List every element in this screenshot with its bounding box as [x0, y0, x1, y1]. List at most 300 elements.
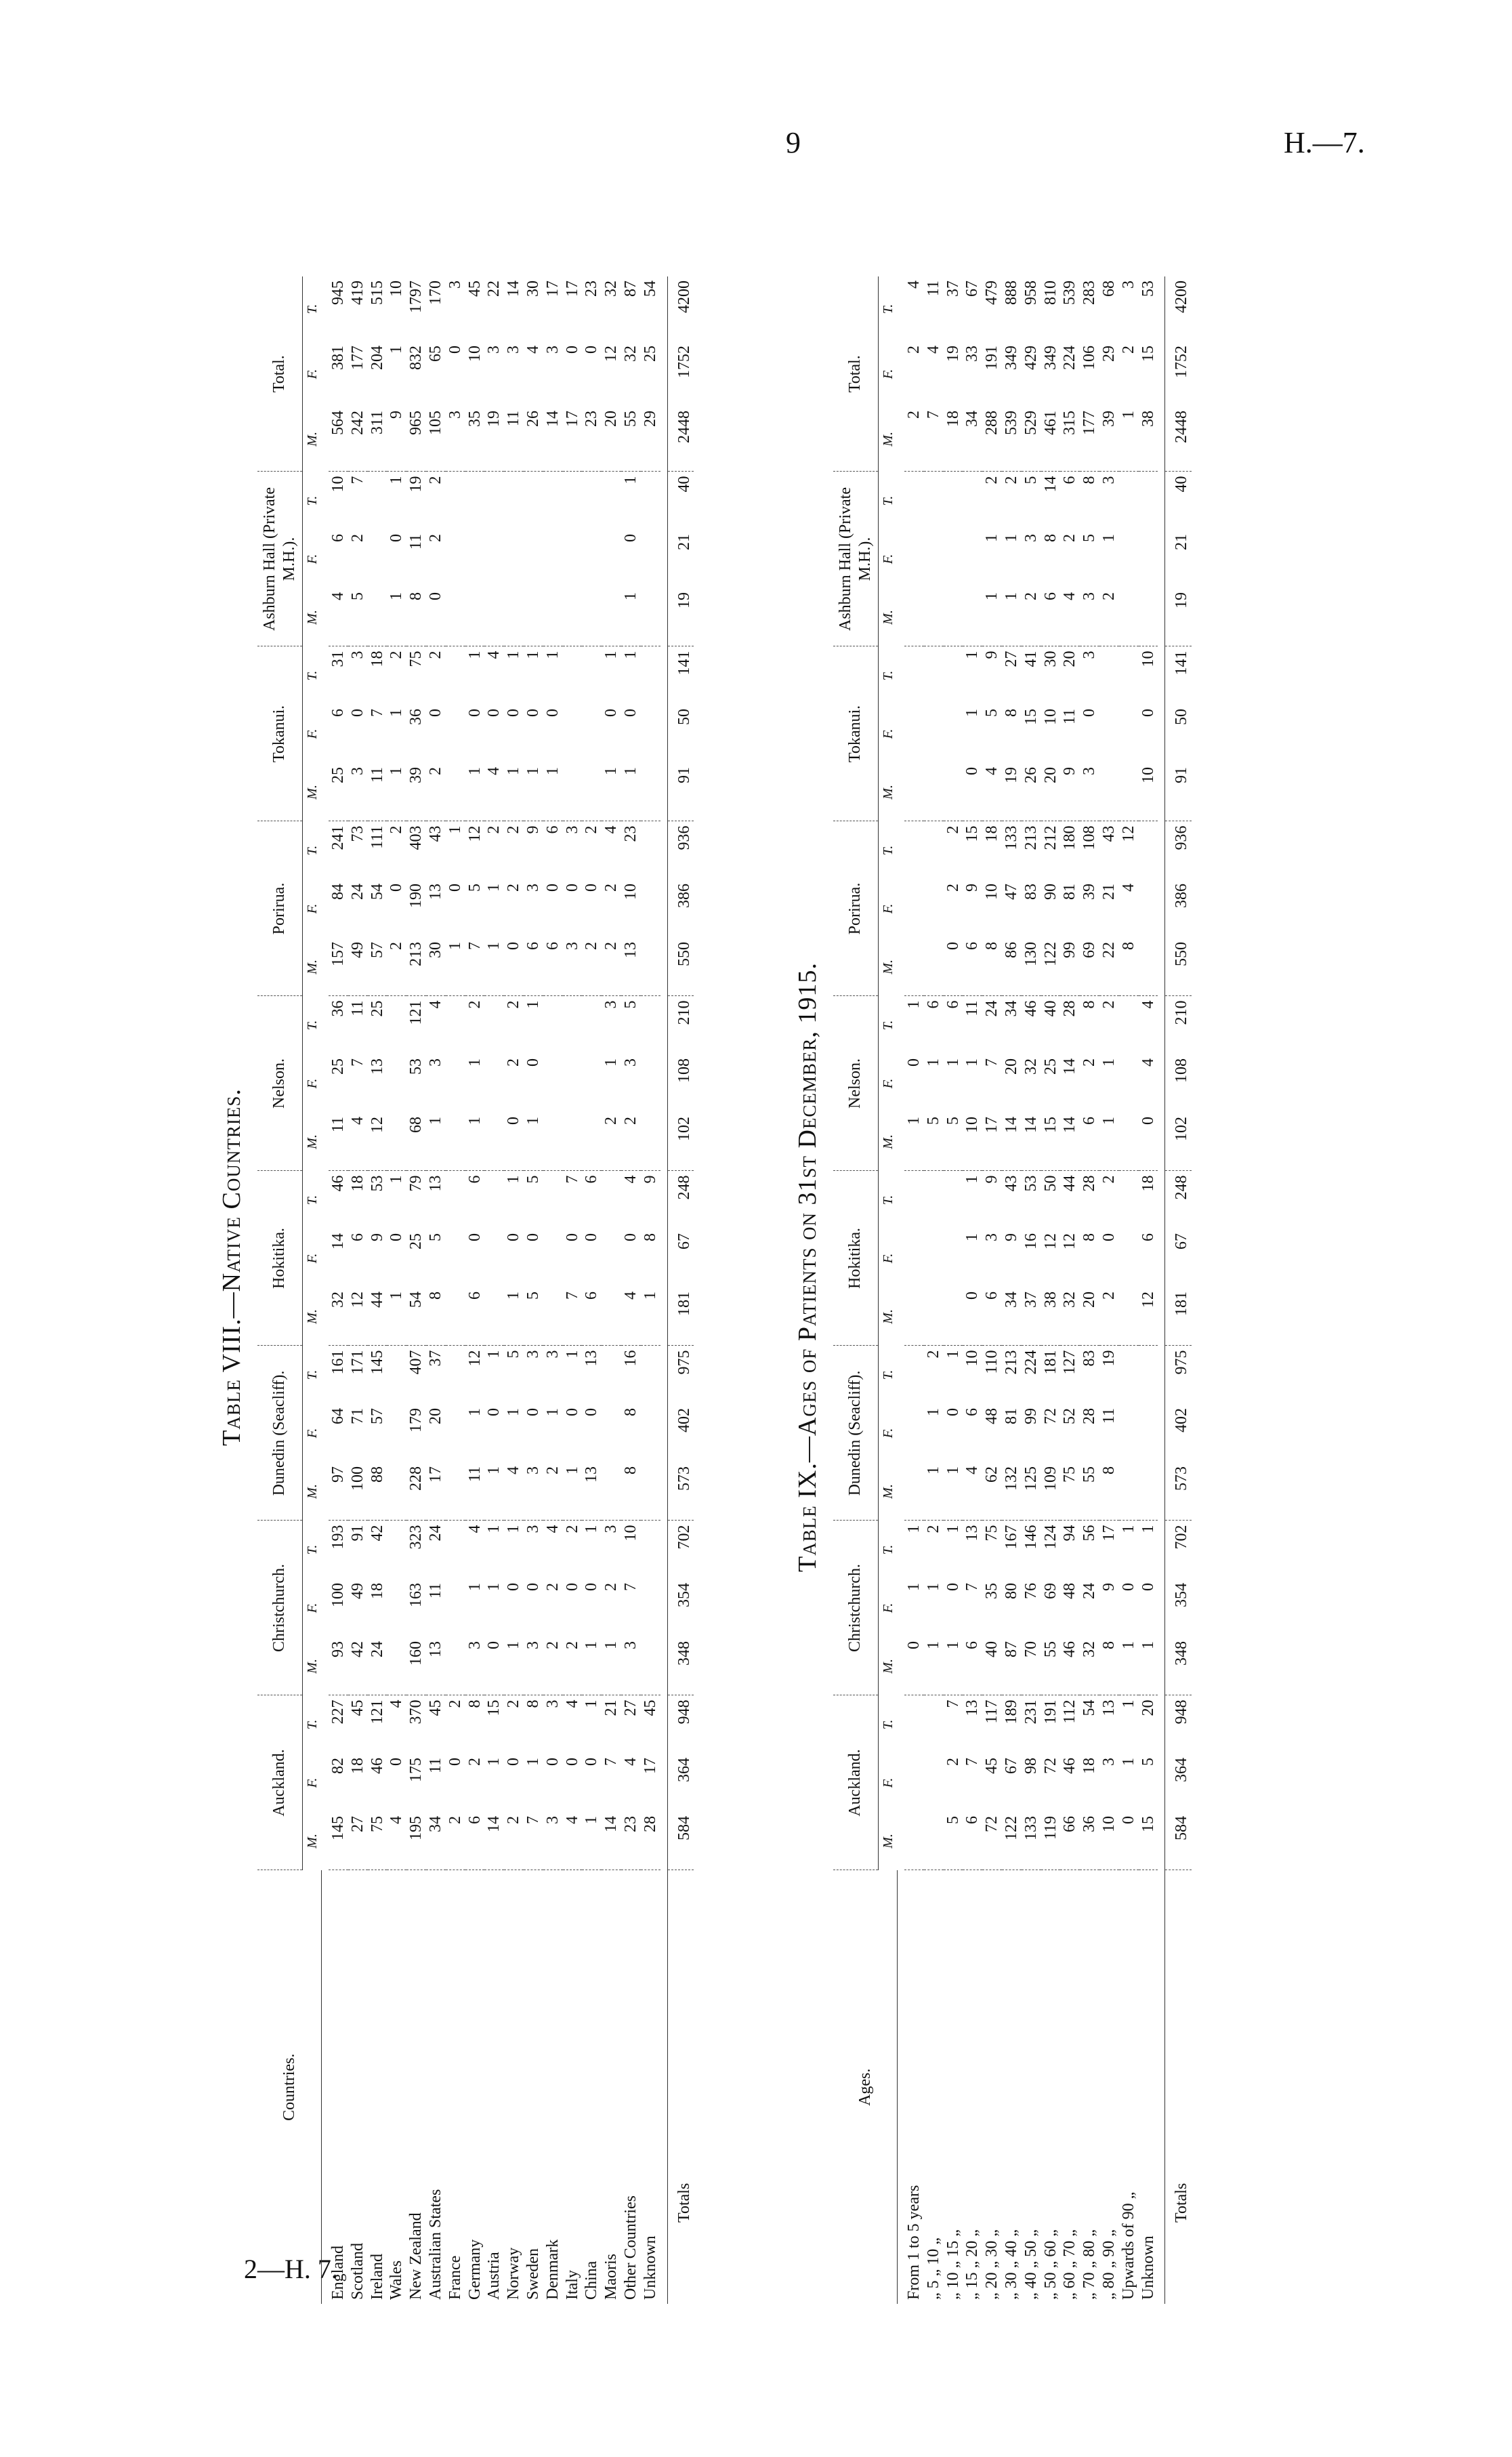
table9-cell: 53: [1022, 1175, 1040, 1192]
table9-cell: 15: [1041, 1113, 1061, 1171]
table8-row-label: Germany: [465, 2239, 484, 2300]
table8-cell: 1: [543, 651, 562, 659]
table8-institution-header: Total.: [257, 276, 302, 472]
table9-cell: [924, 1754, 944, 1812]
table8-cell: 1: [582, 1637, 602, 1695]
table8-cell: 30: [524, 281, 543, 297]
table8-cell: [484, 1287, 504, 1346]
table8-cell: 57: [368, 1408, 386, 1424]
table9-row: [904, 276, 924, 2304]
table9-cell: 3: [1080, 651, 1099, 659]
table8-cell: 26: [524, 407, 543, 472]
table9-cell: 9: [963, 884, 982, 892]
table9-cell: 15: [1022, 709, 1040, 725]
table8-total-cell: 702: [667, 1521, 694, 1579]
table8-cell: [641, 938, 660, 996]
table8-total-cell: 50: [667, 705, 694, 763]
table9-institution-header: Tokanui.: [833, 646, 878, 821]
table8-cell: [446, 588, 465, 646]
table9-institution-header: Porirua.: [833, 821, 878, 996]
table8-cell: 11: [348, 1000, 366, 1016]
table9-mft-header: T.: [880, 495, 896, 506]
table8-cell: 16: [622, 1350, 640, 1367]
table8-cell: 9: [368, 1233, 386, 1241]
table8-cell: 4: [387, 1812, 406, 1870]
table8-cell: [543, 472, 563, 530]
table8-cell: 45: [465, 281, 484, 297]
table8-cell: [563, 1054, 583, 1113]
table8-institution-header: Ashburn Hall (Private M.H.).: [257, 472, 302, 646]
table9-cell: 5: [924, 1113, 944, 1171]
table8-cell: [484, 1113, 504, 1171]
table9-cell: 11: [1061, 709, 1079, 725]
table9-total-cell: 936: [1165, 821, 1192, 880]
table9-cell: 146: [1022, 1525, 1040, 1550]
table8-cell: 157: [329, 938, 348, 996]
table8: [257, 276, 694, 2304]
table8-cell: [465, 472, 485, 530]
table9-cell: 2: [944, 825, 962, 834]
table9-row-label: „ 15 „ 20 „: [963, 2229, 982, 2300]
table8-cell: 3: [622, 1058, 640, 1067]
table9-cell: 6: [963, 1812, 982, 1870]
table9-cell: [924, 588, 944, 646]
table9-cell: 189: [1003, 1699, 1021, 1725]
table9-total-cell: 141: [1165, 646, 1192, 705]
table8-cell: 145: [368, 1350, 386, 1375]
table9-cell: 1: [963, 1058, 982, 1067]
table9-total-cell: 102: [1165, 1113, 1192, 1171]
table8-cell: [641, 1579, 660, 1637]
table8-cell: 204: [368, 346, 386, 370]
table8-cell: 0: [622, 709, 640, 717]
table9-cell: [904, 1754, 924, 1812]
table9-cell: 17: [1100, 1525, 1118, 1542]
table9-cell: [1139, 530, 1158, 588]
table8-cell: 171: [348, 1350, 366, 1375]
table9-cell: [904, 1229, 924, 1287]
table8-row: [504, 276, 524, 2304]
table9-cell: 19: [1002, 763, 1022, 821]
table9-cell: 75: [983, 1525, 1001, 1542]
table9-cell: 8: [1099, 1462, 1119, 1521]
table8-cell: 3: [465, 1637, 485, 1695]
table9-cell: 1: [1119, 1637, 1139, 1695]
table9-title-prefix: Table IX.: [793, 1462, 822, 1572]
table8-row: [484, 276, 504, 2304]
table8-cell: 25: [407, 1233, 425, 1250]
table9-cell: 50: [1041, 1175, 1059, 1192]
table9-institution-header: Ashburn Hall (Private M.H.).: [833, 472, 878, 646]
table8-cell: 42: [368, 1525, 386, 1542]
table9-row-label: Unknown: [1139, 2235, 1157, 2300]
table8-cell: [641, 1346, 660, 1404]
table9-cell: 0: [963, 763, 982, 821]
table8-mft-header: T.: [304, 845, 320, 856]
table8-cell: 17: [641, 1758, 659, 1774]
table8-cell: 0: [524, 709, 543, 717]
table9-cell: 70: [1022, 1637, 1041, 1695]
table8-cell: 242: [348, 407, 368, 472]
table9-cell: [944, 1287, 963, 1346]
table8-cell: 3: [446, 281, 464, 289]
table9-cell: 40: [982, 1637, 1002, 1695]
table9-cell: [1119, 646, 1139, 705]
table9-cell: 1: [1119, 1699, 1137, 1708]
table9-cell: [924, 1171, 944, 1229]
table8-cell: 5: [524, 1287, 543, 1346]
table8-row: [641, 276, 660, 2304]
table9-cell: 8: [1003, 709, 1021, 717]
table8-institution-header: Auckland.: [257, 1695, 302, 1870]
table8-cell: [602, 588, 621, 646]
table8-row: [368, 276, 387, 2304]
table9-institution-header: Nelson.: [833, 996, 878, 1171]
table8-cell: 0: [348, 709, 366, 717]
table9-mft-header: F.: [880, 369, 896, 379]
table8-cell: 2: [621, 1113, 641, 1171]
table8-cell: 8: [426, 1287, 446, 1346]
table9-cell: 83: [1080, 1350, 1099, 1367]
table9-cell: 55: [1080, 1462, 1099, 1521]
table9-mft-header: M.: [880, 610, 896, 625]
table8-cell: 44: [368, 1287, 387, 1346]
table8-row: [465, 276, 485, 2304]
table8-total-cell: 210: [667, 996, 694, 1054]
table8-cell: 4: [621, 1287, 641, 1346]
table9-cell: 3: [1100, 1758, 1118, 1766]
table8-cell: [602, 1404, 621, 1462]
table9-mft-header: M.: [880, 1484, 896, 1499]
table9-mft-header: T.: [880, 304, 896, 314]
table8-cell: 37: [427, 1350, 445, 1367]
table8-cell: 4: [543, 1525, 562, 1533]
table8-cell: 6: [465, 1812, 485, 1870]
table8-cell: 31: [329, 651, 348, 667]
table9-cell: 81: [1003, 1408, 1021, 1424]
table9-cell: 69: [1041, 1583, 1059, 1599]
table8-total-cell: 4200: [667, 276, 694, 342]
table9-total-cell: 40: [1165, 472, 1192, 530]
table8-cell: 57: [368, 938, 387, 996]
table9-cell: 108: [1080, 825, 1099, 850]
table9-cell: 6: [924, 1000, 942, 1009]
table9-cell: 349: [1041, 346, 1059, 370]
table8-cell: [446, 1521, 465, 1579]
table9-row-label: „ 5 „ 10 „: [924, 2237, 942, 2300]
table8-cell: 23: [621, 1812, 641, 1870]
table8-cell: [446, 1346, 465, 1404]
table8-title-rest: —Native Countries.: [217, 1088, 246, 1319]
table8-cell: 6: [329, 709, 348, 717]
table8-cell: 6: [543, 825, 562, 834]
table8-cell: [543, 1229, 563, 1287]
table8-cell: 10: [329, 476, 348, 493]
table9-mft-header: T.: [880, 1020, 896, 1031]
table8-cell: 11: [427, 1583, 445, 1599]
table8-cell: 5: [505, 1350, 523, 1359]
table8-cell: 15: [485, 1699, 503, 1716]
table8-cell: 1: [563, 1350, 581, 1359]
table9-cell: 181: [1041, 1350, 1059, 1375]
table9-cell: 1: [963, 651, 982, 659]
table9-row: [963, 276, 982, 2304]
table8-cell: [641, 880, 660, 938]
table8-cell: 0: [583, 1583, 601, 1591]
table8-cell: 1: [582, 1812, 602, 1870]
table9-institution-header: Hokitika.: [833, 1171, 878, 1346]
table9-mft-header: M.: [880, 1659, 896, 1674]
table8-cell: 0: [505, 1758, 523, 1766]
table9-cell: [904, 705, 924, 763]
table9-cell: 224: [1022, 1350, 1040, 1375]
table8-cell: 945: [329, 281, 348, 305]
table9-cell: 3: [1080, 588, 1099, 646]
table9-row: [1041, 276, 1061, 2304]
table9-mft-header: M.: [880, 785, 896, 800]
table9-cell: 2: [1099, 588, 1119, 646]
table8-cell: [446, 1113, 465, 1171]
table8-cell: 213: [406, 938, 426, 996]
table8-cell: 2: [426, 763, 446, 821]
table8-cell: [387, 1113, 406, 1171]
table9-cell: [924, 880, 944, 938]
rotated-content: [203, 230, 1355, 2304]
table8-cell: [524, 472, 543, 530]
table8-cell: 1: [524, 1000, 543, 1009]
table8-cell: [582, 763, 602, 821]
table8-cell: 0: [504, 1113, 524, 1171]
table8-mft-header: F.: [304, 1428, 320, 1439]
table9-institution-header: Total.: [833, 276, 878, 472]
table9-cell: 315: [1060, 407, 1080, 472]
table9-cell: 810: [1041, 281, 1059, 305]
table8-row: [621, 276, 641, 2304]
table9-total-cell: 348: [1165, 1637, 1192, 1695]
table8-cell: 11: [407, 534, 425, 550]
table8-cell: 1: [505, 1525, 523, 1533]
table9-mft-header: M.: [880, 1834, 896, 1849]
table9-cell: [1119, 1404, 1139, 1462]
table9-cell: 44: [1061, 1175, 1079, 1192]
table9-cell: 1: [905, 1525, 923, 1533]
table8-cell: 45: [641, 1699, 659, 1716]
table9-mft-header: F.: [880, 1428, 896, 1439]
table8-cell: 193: [329, 1525, 348, 1550]
table8-cell: 2: [505, 825, 523, 834]
table9-cell: 12: [1041, 1233, 1059, 1250]
table8-cell: 1: [641, 1287, 660, 1346]
table9-cell: [904, 472, 924, 530]
table9-cell: 8: [1080, 1233, 1099, 1241]
table9-cell: 67: [1003, 1758, 1021, 1774]
table9-cell: 22: [1099, 938, 1119, 996]
table8-cell: 3: [543, 1699, 562, 1708]
table8-cell: 7: [465, 938, 485, 996]
table8-cell: 13: [583, 1350, 601, 1367]
table8-cell: 4: [504, 1462, 524, 1521]
table9-cell: 0: [1119, 1583, 1137, 1591]
table9-cell: 32: [1022, 1058, 1040, 1075]
table9-cell: [963, 530, 982, 588]
table8-row-label: New Zealand: [407, 2212, 425, 2300]
table9-cell: 52: [1061, 1408, 1079, 1424]
table9-cell: 56: [1080, 1525, 1099, 1542]
table9-total-cell: 248: [1165, 1171, 1192, 1229]
table8-cell: 1: [622, 476, 640, 484]
table8-cell: 75: [407, 651, 425, 667]
table8-cell: 832: [407, 346, 425, 370]
table9-cell: 7: [983, 1058, 1001, 1067]
table8-cell: 419: [348, 281, 366, 305]
table9-row: [982, 276, 1002, 2304]
table9-first-col-header: Ages.: [833, 1870, 898, 2304]
table9-cell: [1099, 705, 1119, 763]
table9-cell: 2: [1080, 1058, 1099, 1067]
table8-cell: 17: [563, 407, 583, 472]
table8-cell: 1: [465, 1408, 484, 1416]
table9-cell: [924, 1287, 944, 1346]
table9-cell: 2: [904, 407, 924, 472]
table8-cell: 3: [602, 1525, 621, 1533]
table8-cell: 0: [563, 884, 581, 892]
table8-mft-header: F.: [304, 554, 320, 564]
table9-cell: 20: [1139, 1699, 1157, 1716]
table8-mft-header: T.: [304, 1195, 320, 1205]
table8-cell: 965: [406, 407, 426, 472]
table9-cell: 6: [1080, 1113, 1099, 1171]
table8-cell: 1: [465, 1058, 484, 1067]
table8-cell: 46: [329, 1175, 348, 1192]
table8-cell: 9: [387, 407, 406, 472]
table8-cell: [484, 530, 504, 588]
table8-cell: [582, 705, 602, 763]
table9-row: [1060, 276, 1080, 2304]
table8-row: [348, 276, 368, 2304]
table8-cell: 19: [407, 476, 425, 493]
table8-cell: [446, 646, 465, 705]
table9-cell: 109: [1041, 1462, 1061, 1521]
table9-cell: 191: [983, 346, 1001, 370]
table8-cell: [484, 996, 504, 1054]
table8-institution-header: Nelson.: [257, 996, 302, 1171]
table9-cell: 1: [924, 1408, 942, 1416]
table8-cell: 24: [348, 884, 366, 900]
table9-cell: 9: [1060, 763, 1080, 821]
table9-cell: 2: [1119, 346, 1137, 354]
table8-cell: 14: [543, 407, 563, 472]
table8-cell: 1: [543, 1408, 562, 1416]
table8-cell: 1: [602, 763, 621, 821]
table9-cell: 20: [1041, 763, 1061, 821]
table9-cell: 5: [983, 709, 1001, 717]
table8-cell: 34: [426, 1812, 446, 1870]
table9-cell: 10: [1099, 1812, 1119, 1870]
table8-cell: 54: [368, 884, 386, 900]
table8-cell: 2: [427, 476, 445, 484]
report-code: H.—7.: [1284, 126, 1365, 159]
table9-cell: [904, 880, 924, 938]
table9-cell: 99: [1060, 938, 1080, 996]
table8-cell: 0: [524, 1233, 543, 1241]
table8-cell: 3: [524, 884, 543, 892]
table8-cell: [446, 1287, 465, 1346]
table8-cell: 0: [543, 1758, 562, 1766]
table9-cell: 4: [1139, 1000, 1157, 1009]
table8-cell: 4: [465, 1525, 484, 1533]
table9-cell: 81: [1061, 884, 1079, 900]
table8-cell: 564: [329, 407, 348, 472]
table9-cell: 2: [1100, 1175, 1118, 1184]
table8-cell: 0: [446, 346, 464, 354]
table8-cell: 2: [543, 1583, 562, 1591]
table8-cell: 3: [446, 407, 465, 472]
table8-row-label: Austria: [485, 2252, 503, 2300]
table8-cell: 2: [465, 1000, 484, 1009]
table9-cell: 1: [1002, 588, 1022, 646]
table8-cell: 1: [505, 651, 523, 659]
table9-cell: 48: [1061, 1583, 1079, 1599]
table8-totals-label: Totals: [667, 1870, 694, 2304]
table9-cell: 117: [983, 1699, 1001, 1724]
table9-cell: [944, 705, 963, 763]
table9-cell: 2: [983, 476, 1001, 484]
table8-mft-header: M.: [304, 1484, 320, 1499]
table8-cell: 121: [368, 1699, 386, 1725]
table9-cell: 1: [1003, 534, 1021, 542]
table9-cell: 1: [944, 1462, 963, 1521]
table8-cell: [446, 763, 465, 821]
table9-cell: 6: [963, 1408, 982, 1416]
table8-cell: [641, 530, 660, 588]
table9-cell: 54: [1080, 1699, 1099, 1716]
table9-cell: [1119, 472, 1139, 530]
table8-cell: [602, 472, 621, 530]
table9-cell: 7: [944, 1699, 962, 1708]
table8-cell: 25: [641, 346, 659, 362]
table9-cell: 133: [1022, 1812, 1041, 1870]
table8-cell: [484, 588, 504, 646]
table8-cell: 29: [641, 407, 660, 472]
table9-total-cell: 21: [1165, 530, 1192, 588]
table9-cell: 9: [983, 651, 1001, 659]
table9-mft-header: F.: [880, 1253, 896, 1264]
table8-cell: [641, 1637, 660, 1695]
table9-cell: 39: [1080, 884, 1099, 900]
table8-cell: 407: [407, 1350, 425, 1375]
table8-cell: [446, 1171, 465, 1229]
table8-total-cell: 573: [667, 1462, 694, 1521]
table9-totals-label: Totals: [1165, 1870, 1192, 2304]
table8-cell: 3: [563, 938, 583, 996]
table9-cell: 53: [1139, 281, 1157, 297]
table8-cell: 2: [387, 825, 406, 834]
table9-row-label: „ 70 „ 80 „: [1080, 2229, 1099, 2300]
table8-cell: 7: [563, 1175, 581, 1184]
table9-cell: [1139, 938, 1158, 996]
table8-mft-header: M.: [304, 1309, 320, 1324]
table9-cell: 34: [1002, 1287, 1022, 1346]
table8-cell: 1797: [407, 281, 425, 313]
table9-cell: 19: [1100, 1350, 1118, 1367]
table9-cell: 3: [1022, 534, 1040, 542]
table8-cell: 1: [387, 476, 406, 484]
table8-cell: 25: [368, 1000, 386, 1017]
table9-cell: 180: [1061, 825, 1079, 850]
table8-cell: 0: [505, 1583, 523, 1591]
table8-cell: [563, 472, 583, 530]
table8-cell: 7: [524, 1812, 543, 1870]
